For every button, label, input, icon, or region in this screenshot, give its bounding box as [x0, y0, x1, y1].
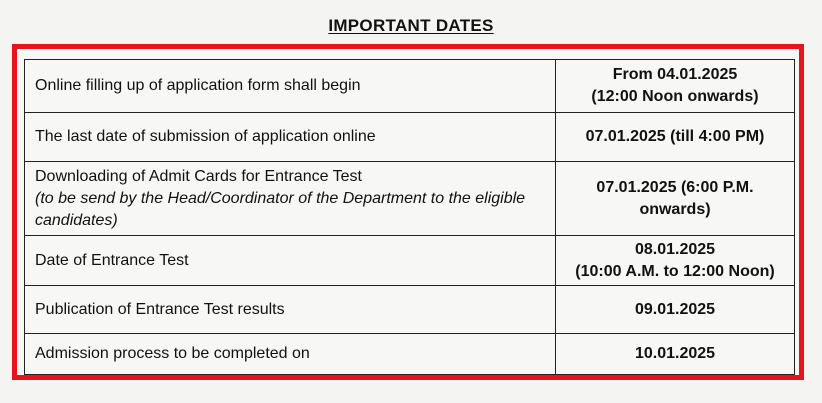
- date-line: 09.01.2025: [634, 300, 716, 318]
- table-row: [25, 113, 795, 162]
- event-cell: Date of Entrance Test: [25, 236, 556, 286]
- date-line: onwards): [639, 200, 711, 218]
- table-row: [25, 334, 795, 375]
- date-cell: [556, 286, 795, 334]
- date-cell: [556, 236, 795, 286]
- date-line: From 04.01.2025: [612, 66, 738, 83]
- event-cell: [25, 162, 556, 236]
- table-row: [25, 60, 795, 113]
- date-line: (10:00 A.M. to 12:00 Noon): [575, 262, 775, 280]
- date-line: 08.01.2025: [634, 240, 716, 258]
- highlight-frame: [12, 44, 804, 380]
- date-cell: [556, 334, 795, 375]
- page-title: IMPORTANT DATES: [328, 16, 494, 35]
- event-cell: The last date of submission of application online: [25, 113, 556, 162]
- event-text: Downloading of Admit Cards for Entrance Test: [35, 167, 362, 185]
- event-cell: Admission process to be completed on: [25, 334, 556, 375]
- table-row: [25, 286, 795, 334]
- date-line: 07.01.2025 (till 4:00 PM): [585, 128, 765, 145]
- date-line: 07.01.2025 (6:00 P.M.: [596, 178, 754, 196]
- table-row: [25, 162, 795, 236]
- date-cell: [556, 113, 795, 162]
- table-row: [25, 236, 795, 286]
- date-line: 10.01.2025: [634, 345, 716, 362]
- event-note: (to be send by the Head/Coordinator of the Department to the eligible candidates): [35, 189, 526, 229]
- date-line: (12:00 Noon onwards): [591, 88, 759, 105]
- date-cell: [556, 60, 795, 113]
- important-dates-table: [24, 59, 795, 375]
- event-cell: Online filling up of application form shall begin: [25, 60, 556, 113]
- date-cell: [556, 162, 795, 236]
- event-cell: Publication of Entrance Test results: [25, 286, 556, 334]
